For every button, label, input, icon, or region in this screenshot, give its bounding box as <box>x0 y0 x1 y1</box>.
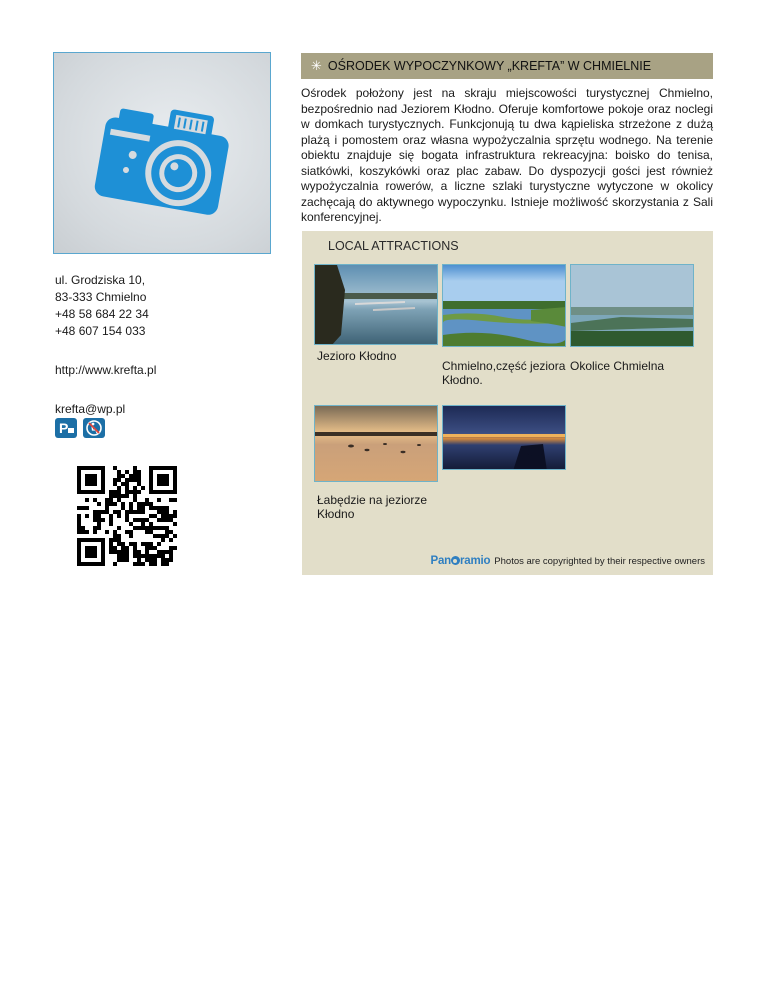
attraction-caption-1: Jezioro Kłodno <box>317 349 397 363</box>
svg-text:P: P <box>59 420 69 436</box>
local-attractions-panel <box>302 231 713 575</box>
address-line-2: 83-333 Chmielno <box>55 290 147 304</box>
copyright-note: Photos are copyrighted by their respective owners <box>494 555 705 567</box>
amenity-badges <box>55 418 107 438</box>
address-line-1: ul. Grodziska 10, <box>55 273 146 287</box>
attraction-caption-4: Łabędzie na jeziorze Kłodno <box>317 493 428 521</box>
panoramio-logo[interactable]: Pan ramio <box>430 555 491 567</box>
attractions-title: LOCAL ATTRACTIONS <box>328 239 459 253</box>
website-link[interactable]: http://www.krefta.pl <box>55 363 157 377</box>
parking-icon <box>55 418 77 438</box>
camera-icon <box>92 97 242 227</box>
attraction-photo-4[interactable] <box>314 405 438 482</box>
contact-info <box>55 272 275 418</box>
qr-code <box>73 466 181 571</box>
attraction-photo-3[interactable] <box>570 264 694 347</box>
page-title: OŚRODEK WYPOCZYNKOWY „KREFTA” W CHMIELNIE <box>327 59 652 73</box>
star-icon: ✳ <box>311 58 322 73</box>
photo-credits <box>430 555 705 567</box>
attraction-photo-2[interactable] <box>442 264 566 347</box>
phone-1: +48 58 684 22 34 <box>55 307 149 321</box>
attraction-photo-5[interactable] <box>442 405 566 470</box>
no-wheelchair-icon <box>83 418 105 438</box>
attraction-caption-2: Chmielno,część jeziora Kłodno. <box>442 359 566 387</box>
email-link[interactable]: krefta@wp.pl <box>55 402 126 416</box>
attraction-caption-3: Okolice Chmielna <box>570 359 665 373</box>
description-text: Ośrodek położony jest na skraju miejscowości turystycznej Chmielno, bezpośrednio nad Jeziorem Kłodno. Oferuje komfortowe pokoje oraz noclegi w domkach turystycznych. Funkcjonują tu dwa kąpieliska strzeżone z dużą plażą i pomostem oraz własna wypożyczalnia sprzętu wodnego. Na terenie obiektu znajduje się bogata infrastruktura rekreacyjna: boisko do tenisa, siatkówki, koszykówki oraz plac zabaw. Do dyspozycji gości jest również wypożyczalnia rowerów, a liczne szlaki turystyczne wytyczone w okolicy zachęcają do aktywnego wypoczynku. Istnieje możliwość skorzystania z Sali konferencyjnej. <box>301 86 713 224</box>
title-bar <box>301 53 713 79</box>
camera-placeholder-image <box>53 52 271 254</box>
attraction-photo-1[interactable] <box>314 264 438 345</box>
phone-2: +48 607 154 033 <box>55 324 146 338</box>
